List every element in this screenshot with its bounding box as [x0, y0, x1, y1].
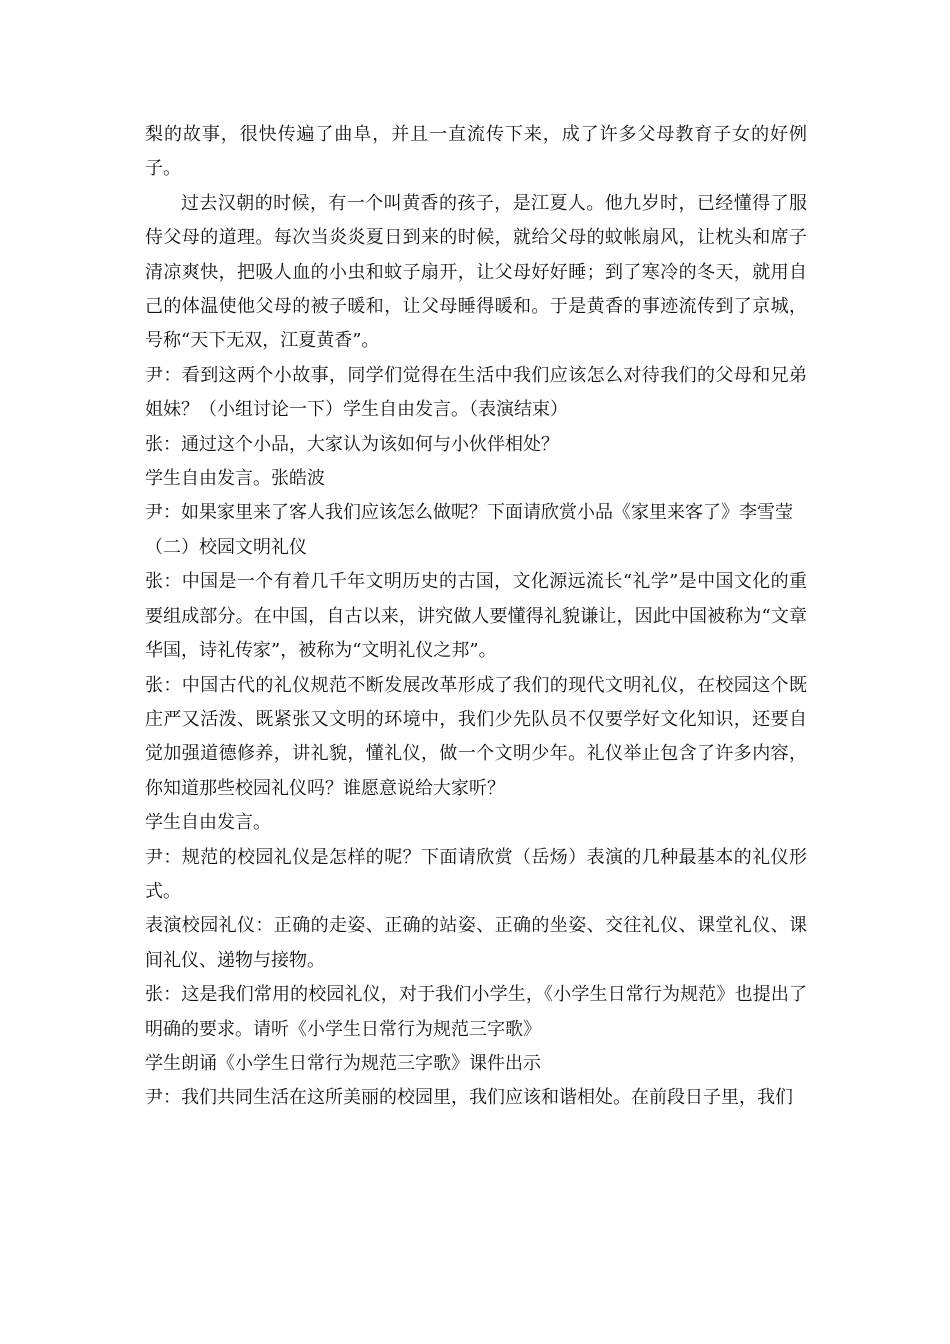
paragraph-zhang-china-etiquette: 张：中国是一个有着几千年文明历史的古国，文化源远流长“礼学”是中国文化的重要组成部分。在中国，自古以来，讲究做人要懂得礼貌谦让，因此中国被称为“文章华国，诗礼传家”，被称为“文明礼仪之邦”。: [145, 571, 807, 662]
paragraph-yin-etiquette-performance: 尹：规范的校园礼仪是怎样的呢？下面请欣赏（岳炀）表演的几种最基本的礼仪形式。: [145, 846, 807, 902]
paragraph-story-ending: 梨的故事，很快传遍了曲阜，并且一直流传下来，成了许多父母教育子女的好例子。: [145, 124, 807, 180]
paragraph-student-speech: 学生自由发言。张皓波: [145, 468, 325, 490]
paragraph-yin-guest-sketch: 尹：如果家里来了客人我们应该怎么做呢？下面请欣赏小品《家里来客了》李雪莹: [145, 502, 793, 524]
paragraph-huang-xiang-story: 过去汉朝的时候，有一个叫黄香的孩子，是江夏人。他九岁时，已经懂得了服侍父母的道理。每次当炎炎夏日到来的时候，就给父母的蚊帐扇风，让枕头和席子清凉爽快，把吸人血的小虫和蚊子扇开，让父母好好睡；到了寒冷的冬天，就用自己的体温使他父母的被子暖和，让父母睡得暖和。于是黄香的事迹流传到了京城，号称“天下无双，江夏黄香”。: [145, 192, 807, 352]
paragraph-student-recitation: 学生朗诵《小学生日常行为规范三字歌》课件出示: [145, 1052, 541, 1074]
paragraph-zhang-sketch-question: 张：通过这个小品，大家认为该如何与小伙伴相处？: [145, 433, 559, 455]
paragraph-yin-discussion: 尹：看到这两个小故事，同学们觉得在生活中我们应该怎么对待我们的父母和兄弟姐妹？（小组讨论一下）学生自由发言。（表演结束）: [145, 364, 807, 421]
document-page: [145, 118, 807, 1116]
paragraph-zhang-code-of-conduct: 张：这是我们常用的校园礼仪，对于我们小学生，《小学生日常行为规范》也提出了明确的要求。请听《小学生日常行为规范三字歌》: [145, 984, 807, 1040]
paragraph-yin-harmony: 尹：我们共同生活在这所美丽的校园里，我们应该和谐相处。在前段日子里，我们: [145, 1087, 793, 1109]
paragraph-performance-list: 表演校园礼仪：正确的走姿、正确的站姿、正确的坐姿、交往礼仪、课堂礼仪、课间礼仪、递物与接物。: [145, 915, 807, 971]
section-heading-campus-etiquette: （二）校园文明礼仪: [145, 536, 307, 558]
paragraph-zhang-modern-etiquette: 张：中国古代的礼仪规范不断发展改革形成了我们的现代文明礼仪，在校园这个既庄严又活泼、既紧张又文明的环境中，我们少先队员不仅要学好文化知识，还要自觉加强道德修养，讲礼貌，懂礼仪，做一个文明少年。礼仪举止包含了许多内容，你知道那些校园礼仪吗？谁愿意说给大家听？: [145, 674, 807, 799]
paragraph-student-speech-2: 学生自由发言。: [145, 812, 271, 834]
